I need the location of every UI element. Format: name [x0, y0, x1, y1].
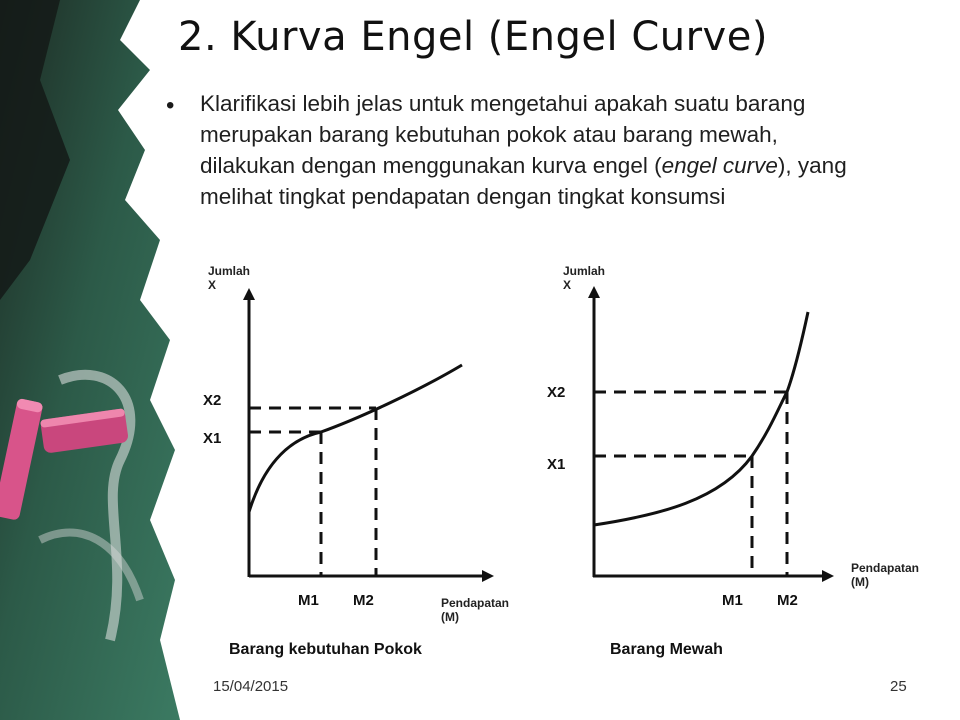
body-text-part: Klarifikasi lebih jelas untuk mengetahui apakah suatu barang merupakan barang kebutuhan pokok atau barang mewah, dilakukan dengan menggunakan kurva engel ( — [200, 91, 806, 178]
x-axis-label: Pendapatan (M) — [441, 596, 510, 624]
x-tick-m2: M2 — [777, 592, 798, 609]
body-text-part: ), yang melihat tingkat pendapatan dengan tingkat konsumsi — [200, 153, 847, 209]
x-tick-m1: M1 — [298, 592, 319, 609]
y-tick-x2: X2 — [203, 392, 222, 409]
x-tick-m2: M2 — [353, 592, 374, 609]
engel-curve-necessity-graph — [240, 285, 500, 585]
engel-curve — [594, 312, 808, 525]
y-axis-label: Jumlah X — [563, 264, 606, 292]
x-axis-arrow — [482, 570, 494, 582]
engel-curve — [249, 365, 462, 512]
y-axis-label: Jumlah X — [208, 264, 251, 292]
slide-number: 25 — [890, 678, 907, 695]
slide-title: 2. Kurva Engel (Engel Curve) — [178, 14, 768, 60]
body-italic-term: engel curve — [661, 153, 778, 178]
engel-curve-luxury-graph — [585, 280, 845, 585]
slide-date: 15/04/2015 — [213, 678, 289, 695]
body-paragraph — [200, 88, 870, 212]
x-axis-label: Pendapatan (M) — [851, 561, 920, 589]
y-tick-x1: X1 — [203, 430, 222, 447]
y-tick-x2: X2 — [547, 384, 566, 401]
bullet-point: • — [166, 92, 175, 119]
y-tick-x1: X1 — [547, 456, 566, 473]
x-axis-arrow — [822, 570, 834, 582]
graph-caption: Barang Mewah — [610, 641, 723, 658]
x-tick-m1: M1 — [722, 592, 743, 609]
graph-caption: Barang kebutuhan Pokok — [229, 641, 422, 658]
